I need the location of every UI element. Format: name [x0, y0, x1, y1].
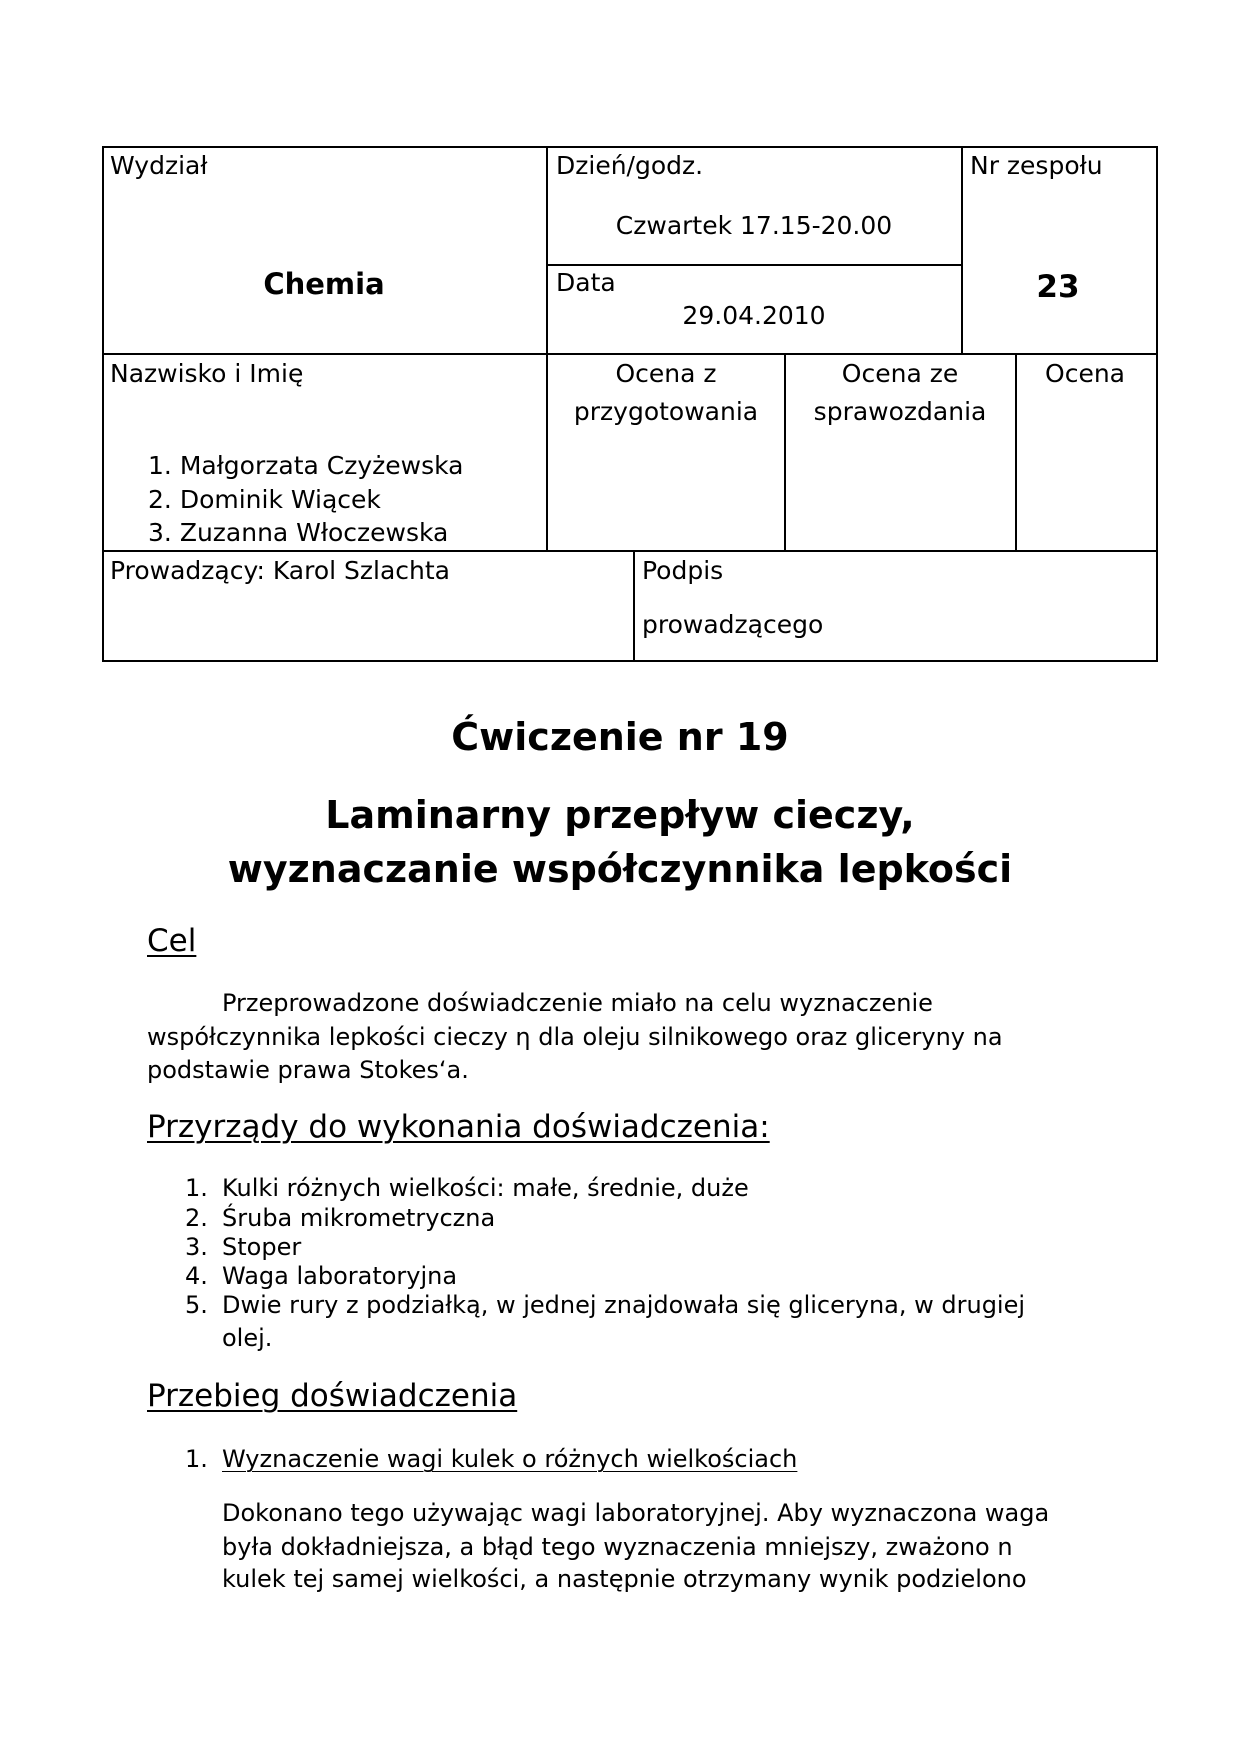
procedure-step-title: Wyznaczenie wagi kulek o różnych wielkościach: [222, 1445, 798, 1473]
table-border-right: [1156, 146, 1158, 662]
list-number: 5.: [185, 1291, 208, 1319]
list-number: 1.: [185, 1445, 208, 1473]
name-item-3: 3. Zuzanna Włoczewska: [148, 518, 449, 547]
goal-line: współczynnika lepkości cieczy η dla oleju silnikowego oraz gliceryny na: [147, 1023, 1003, 1051]
title-line-1: Laminarny przepływ cieczy,: [325, 793, 915, 837]
date-label: Data: [556, 268, 616, 297]
grade-label: Ocena: [1045, 359, 1125, 388]
name: Dominik Wiącek: [179, 485, 381, 514]
table-row-divider: [102, 353, 1158, 355]
procedure-line: Dokonano tego używając wagi laboratoryjnej. Aby wyznaczona waga: [222, 1499, 1050, 1527]
table-border-left: [102, 146, 104, 662]
list-number: 1.: [185, 1174, 208, 1202]
day-value: Czwartek 17.15-20.00: [615, 211, 893, 240]
team-label: Nr zespołu: [970, 151, 1103, 180]
table-col-divider: [633, 550, 635, 661]
table-col-divider: [961, 146, 963, 354]
name: Małgorzata Czyżewska: [179, 451, 464, 480]
grade-report-label: Ocena ze: [841, 359, 959, 388]
team-value: 23: [1036, 269, 1080, 305]
table-col-divider: [1015, 353, 1017, 551]
procedure-heading: Przebieg doświadczenia: [147, 1378, 518, 1414]
table-col-divider: [546, 146, 548, 551]
list-item: Stoper: [222, 1233, 302, 1261]
grade-report-label-2: sprawozdania: [813, 397, 987, 426]
list-number: 4.: [185, 1262, 208, 1290]
exercise-number: Ćwiczenie nr 19: [451, 715, 789, 759]
procedure-line: była dokładniejsza, a błąd tego wyznaczenia mniejszy, zważono n: [222, 1533, 1013, 1561]
name: Zuzanna Włoczewska: [179, 518, 449, 547]
goal-heading: Cel: [147, 923, 197, 959]
procedure-line: kulek tej samej wielkości, a następnie otrzymany wynik podzielono: [222, 1565, 1027, 1593]
faculty-value: Chemia: [263, 267, 385, 301]
list-number: 2.: [185, 1204, 208, 1232]
goal-line: podstawie prawa Stokes‘a.: [147, 1056, 469, 1084]
list-item: Kulki różnych wielkości: małe, średnie, duże: [222, 1174, 749, 1202]
names-label: Nazwisko i Imię: [110, 359, 304, 388]
day-label: Dzień/godz.: [556, 151, 704, 180]
grade-prep-label: Ocena z: [615, 359, 717, 388]
list-item: Waga laboratoryjna: [222, 1262, 458, 1290]
title-line-2: wyznaczanie współczynnika lepkości: [227, 847, 1013, 891]
list-item: Śruba mikrometryczna: [222, 1204, 496, 1232]
signature-label: Podpis: [642, 556, 724, 585]
table-row-divider: [102, 550, 1158, 552]
name-item-1: 1. Małgorzata Czyżewska: [148, 451, 464, 480]
goal-line: Przeprowadzone doświadczenie miało na celu wyznaczenie: [222, 989, 933, 1017]
table-inner-divider: [546, 264, 961, 266]
instructor: Prowadzący: Karol Szlachta: [110, 556, 450, 585]
table-border-top: [102, 146, 1158, 148]
list-number: 3.: [185, 1233, 208, 1261]
equipment-heading: Przyrządy do wykonania doświadczenia:: [147, 1109, 770, 1145]
date-value: 29.04.2010: [682, 301, 826, 330]
table-border-bottom: [102, 660, 1158, 662]
grade-prep-label-2: przygotowania: [573, 397, 759, 426]
name-item-2: 2. Dominik Wiącek: [148, 485, 381, 514]
list-item-continuation: olej.: [222, 1324, 273, 1352]
signature-label-2: prowadzącego: [642, 610, 824, 639]
faculty-label: Wydział: [110, 151, 208, 180]
table-col-divider: [784, 353, 786, 551]
list-item: Dwie rury z podziałką, w jednej znajdowała się gliceryna, w drugiej: [222, 1291, 1026, 1319]
